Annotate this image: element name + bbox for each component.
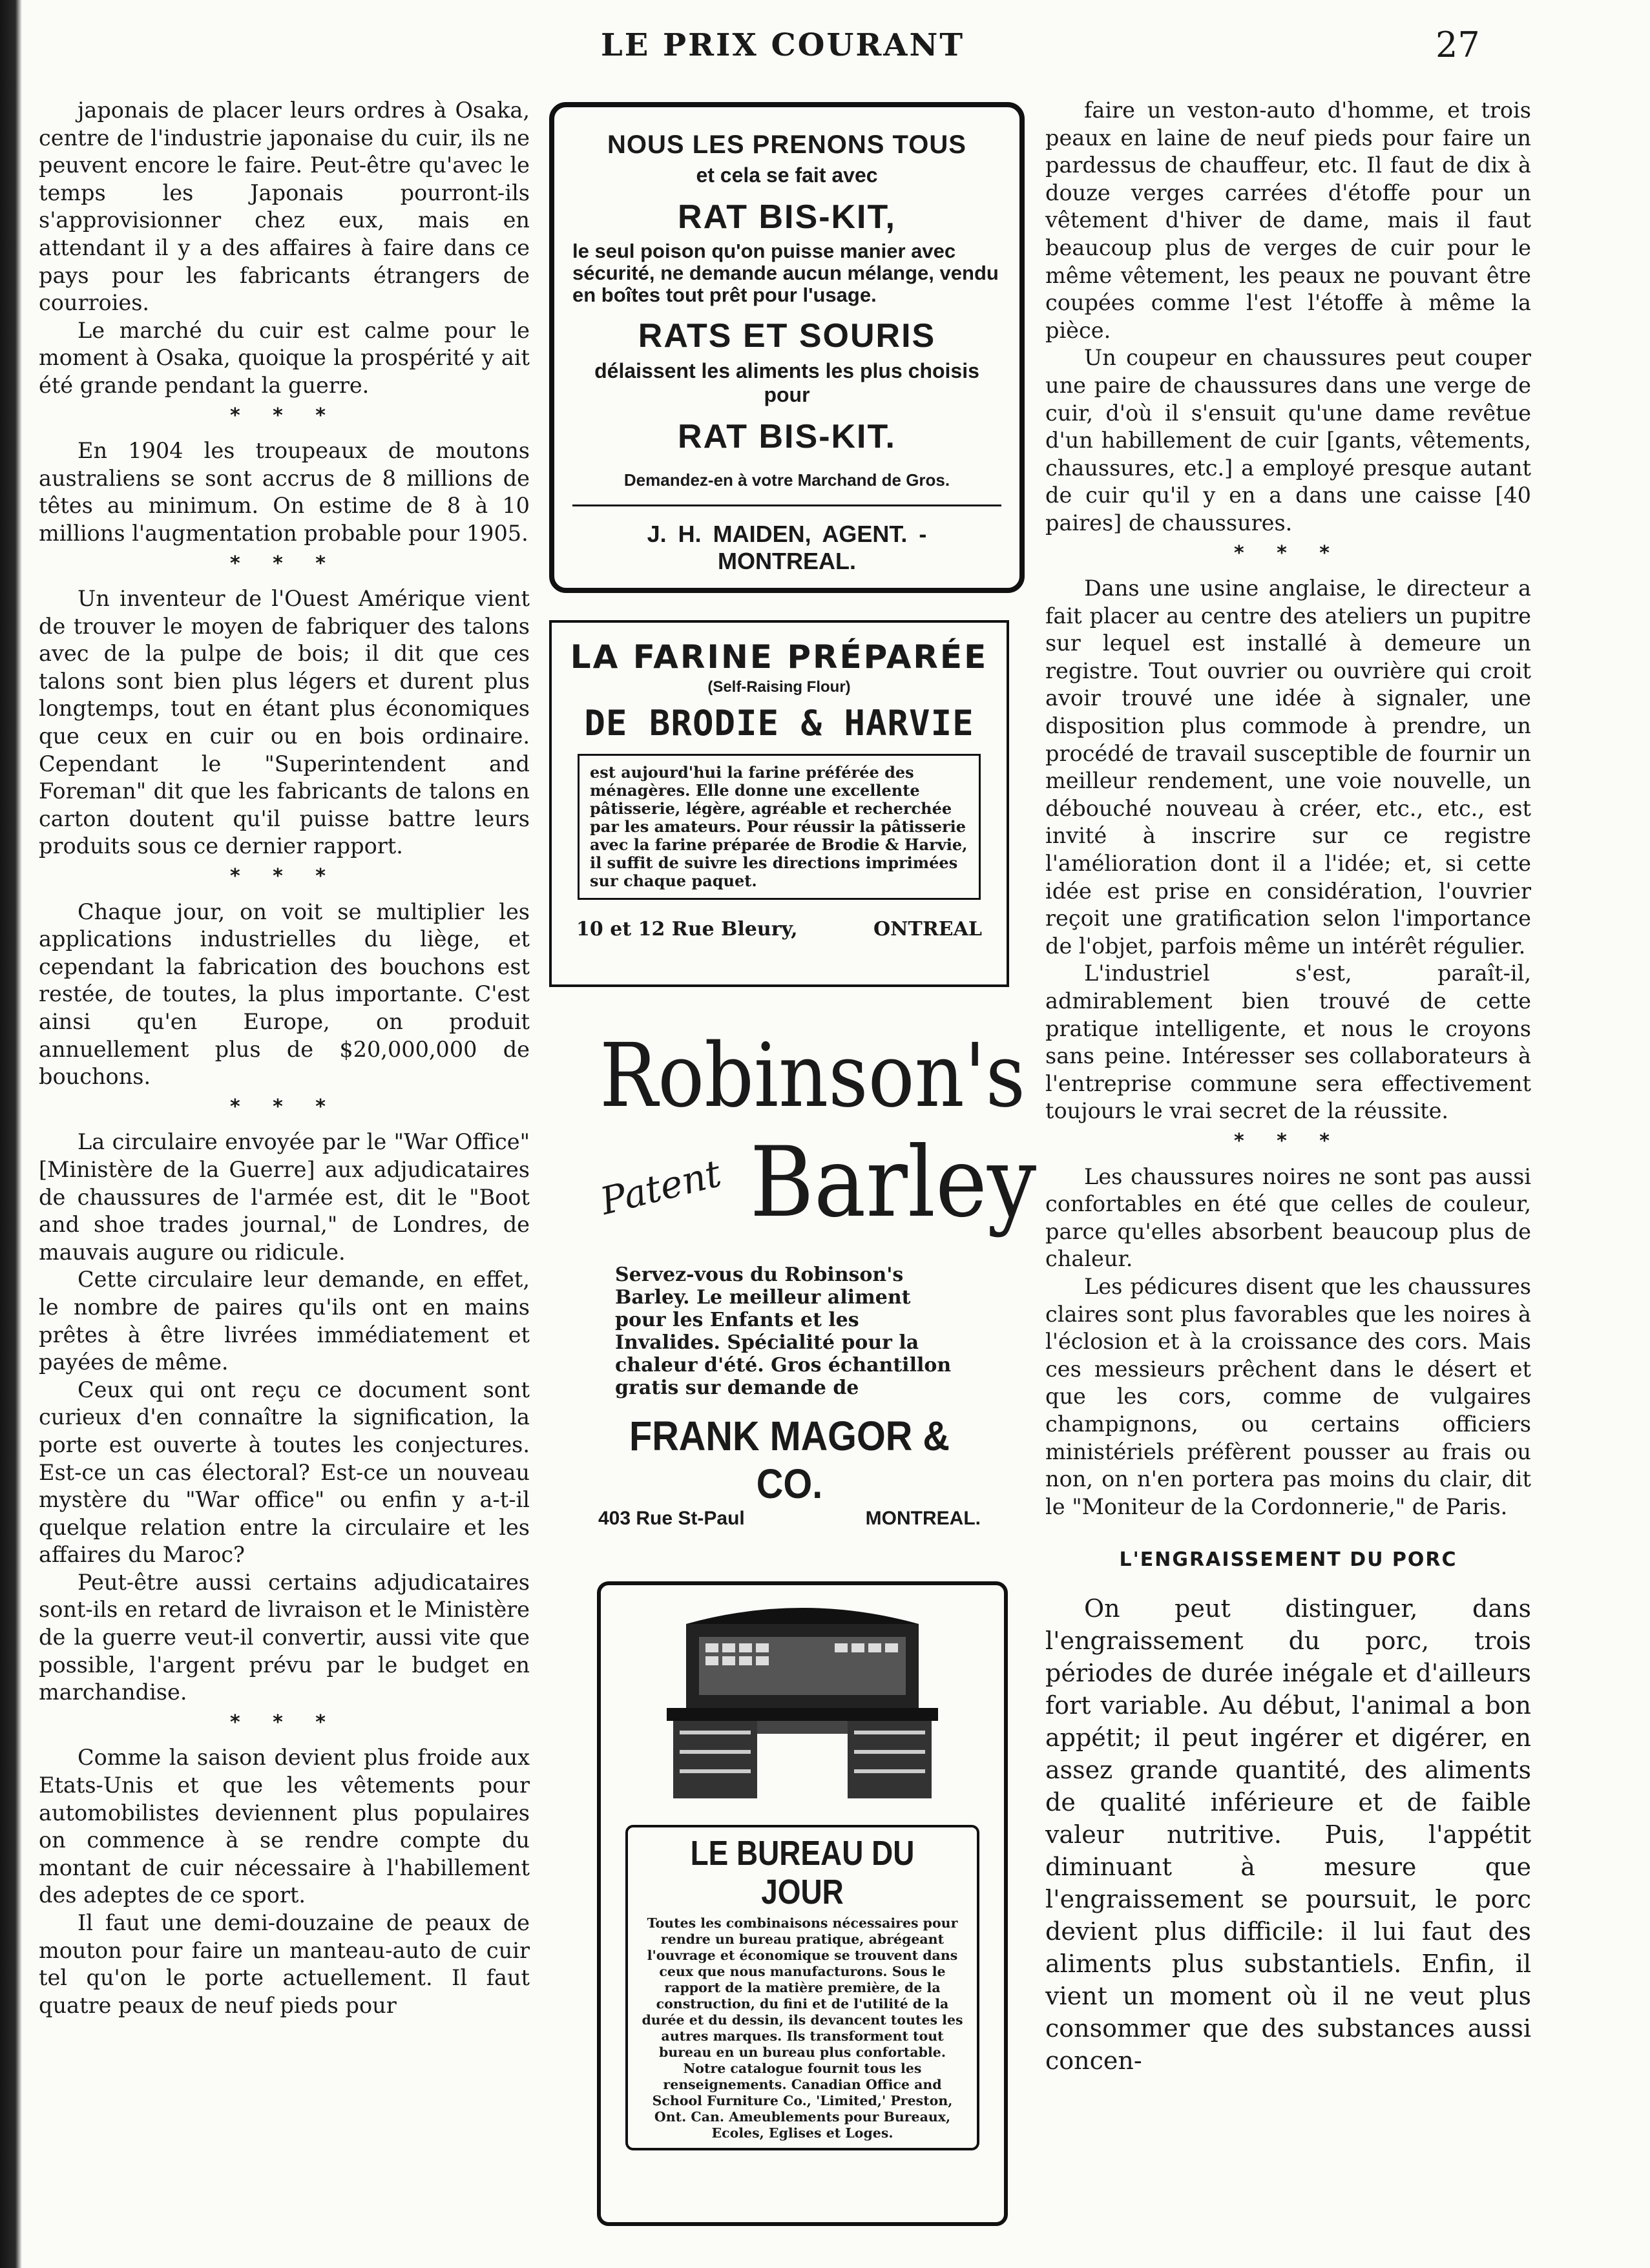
paragraph: Chaque jour, on voit se multiplier les applications industrielles du liège, et cependant la fabrication des bouchons est restée, de toutes, la plus importante. C'est ainsi qu'en Europe, on produit annuellement plus de $20,000,000 de bouchons. [39, 899, 530, 1090]
ad-city: MONTREAL. [865, 1508, 981, 1529]
paragraph: En 1904 les troupeaux de moutons australiens se sont accrus de 8 millions de têtes au minimum. On estime de 8 à 10 millions l'augmentation probable pour 1905. [39, 438, 530, 546]
ad-product-name: RAT BIS-KIT, [678, 198, 896, 236]
ad-product-name: Barley [749, 1127, 1037, 1239]
paragraph: Les chaussures noires ne sont pas aussi confortables en été que celles de couleur, parce qu'elles absorbent beaucoup plus de chaleur. [1045, 1163, 1531, 1272]
paragraph: Le marché du cuir est calme pour le moment à Osaka, quoique la prospérité y ait été grande pendant la guerre. [39, 317, 530, 398]
page-number: 27 [1436, 25, 1480, 65]
separator-stars: * * * [230, 1711, 339, 1734]
ad-city: ONTREAL [873, 918, 982, 941]
ad-headline: NOUS LES PRENONS TOUS [607, 130, 966, 159]
ad-body: le seul poison qu'on puisse manier avec sécurité, ne demande aucun mélange, vendu en boîtes tout prêt pour l'usage. [572, 240, 999, 306]
ad-patent-label: Patent [596, 1151, 726, 1223]
paragraph: Un inventeur de l'Ouest Amérique vient de trouver le moyen de fabriquer des talons avec de la pulpe de bois; il dit que ces talons sont bien plus légers et durent plus longtemps, tout en étant plus économiques que ceux en cuir ou en bois ordinaire. Cependant le "Superintendent and Foreman" dit que les fabricants de talons en carton doutent qu'il puisse battre leurs produits sous ce dernier rapport. [39, 586, 530, 859]
ad-title: LE BUREAU DU JOUR [690, 1834, 915, 1911]
paragraph: Peut-être aussi certains adjudicataires sont-ils en retard de livraison et le Ministère de la guerre veut-il convertir, aussi vite que possible, l'argent prévu par le budget en marchandise. [39, 1569, 530, 1705]
separator-stars: * * * [230, 552, 339, 575]
ad-address: 10 et 12 Rue Bleury, [576, 918, 798, 941]
ad-body: Servez-vous du Robinson's Barley. Le meilleur aliment pour les Enfants et les Invalides. Spécialité pour la chaleur d'été. Gros échantillon gratis sur demande de [615, 1264, 952, 1399]
ad-product-row [574, 1127, 1037, 1257]
separator-stars: * * * [1234, 541, 1342, 565]
separator-stars: * * * [230, 1095, 339, 1118]
paragraph: Les pédicures disent que les chaussures claires sont plus favorables que les noires à l'éclosion et à la croissance des cors. Mais ces messieurs prêchent dans le désert et que les cors, comme de vulgaires champignons, ou certains officiers ministériels préfèrent pousser au frais ou non, on n'en portera pas moins du clair, dit le "Moniteur de la Cordonnerie," de Paris. [1045, 1273, 1531, 1519]
paragraph: faire un veston-auto d'homme, et trois peaux en laine de neuf pieds pour faire un pardessus de chauffeur, etc. Il faut de dix à douze verges carrées d'étoffe pour un vêtement d'hiver de dame, mais il faut beaucoup plus de verges de cuir pour le même vêtement, les peaux ne pouvant être coupées comme l'est l'étoffe à même la pièce. [1045, 98, 1531, 343]
ad-subtitle: (Self-Raising Flour) [707, 678, 851, 696]
separator-stars: * * * [230, 404, 339, 427]
ad-firm: FRANK MAGOR & CO. [629, 1413, 950, 1507]
ad-subline: et cela se fait avec [696, 163, 878, 187]
paragraph: L'industriel s'est, paraît-il, admirablement bien trouvé de cette pratique intelligente, et nous le croyons sans peine. Intéresser ses collaborateurs à l'entreprise commune sera effectivement toujours le vrai secret de la réussite. [1045, 961, 1531, 1124]
paragraph: Ceux qui ont reçu ce document sont curieux d'en connaître la signification, la porte est ouverte à toutes les conjectures. Est-ce un cas électoral? Est-ce un nouveau mystère du "War office" ou enfin y a-t-il quelque relation entre la circulaire et les affaires du Maroc? [39, 1377, 530, 1568]
paragraph: Dans une usine anglaise, le directeur a fait placer au centre des ateliers un pupitre sur lequel est installé à demeure un registre. Tout ouvrier ou ouvrière qui croit avoir trouvé une idée à signaler, une disposition plus commode à prendre, un procédé de travail susceptible de fournir un meilleur rendement, une voie nouvelle, un débouché nouveau à créer, etc., etc., est invité à inscrire sur ce registre l'amélioration dont il a l'idée; et, si cette idée est prise en considération, l'ouvrier reçoit une gratification selon l'importance de l'objet, parfois même un intérêt régulier. [1045, 576, 1531, 959]
ad-divider [572, 505, 1001, 506]
right-column [1045, 97, 1531, 2077]
ad-agent: J. H. MAIDEN, AGENT. - MONTREAL. [647, 521, 927, 574]
ad-title: LA FARINE PRÉPARÉE [570, 638, 988, 676]
ad-call-to-action: Demandez-en à votre Marchand de Gros. [623, 470, 950, 490]
ad-address-row [574, 1508, 1005, 1530]
ad-body: est aujourd'hui la farine préférée des ménagères. Elle donne une excellente pâtisserie, légère, agréable et recherchée par les amateurs. Pour réussir la pâtisserie avec la farine préparée de Brodie & Harvie, il suffit de suivre les directions imprimées sur chaque paquet. [578, 754, 981, 900]
separator-stars: * * * [1234, 1129, 1342, 1152]
ad-body: Toutes les combinaisons nécessaires pour rendre un bureau pratique, abrégeant l'ouvrage et économique se trouvent dans ceux que nous manufacturons. Sous le rapport de la matière première, de la construction, du fini et de l'utilité de la durée et du dessin, ils devancent toutes les autres marques. Ils transforment tout bureau en un bureau plus confortable. Notre catalogue fournit tous les renseignements. Canadian Office and School Furniture Co., 'Limited,' Preston, Ont. Can. Ameublements pour Bureaux, Ecoles, Eglises et Loges. [642, 1915, 963, 2141]
ad-headline-2: RATS ET SOURIS [638, 317, 936, 355]
separator-stars: * * * [230, 865, 339, 888]
ad-brand: Robinson's [600, 1025, 1026, 1127]
rolltop-desk-illustration [641, 1598, 964, 1805]
journal-title: LE PRIX COURANT [601, 27, 965, 63]
ad-address-row [565, 910, 994, 941]
ad-inner-box [625, 1825, 979, 2150]
page-header [0, 25, 1650, 76]
scan-edge [0, 0, 22, 2268]
ad-robinsons-barley [574, 1021, 1037, 1549]
ad-farine-preparee [549, 620, 1009, 987]
paragraph: Comme la saison devient plus froide aux Etats-Unis et que les vêtements pour automobilistes deviennent plus populaires on commence à se rendre compte du montant de cuir nécessaire à l'habillement des adeptes de ce sport. [39, 1745, 530, 1908]
ad-product-name-2: RAT BIS-KIT. [678, 418, 896, 455]
left-column [39, 97, 530, 2019]
ad-brand: DE BRODIE & HARVIE [584, 703, 974, 744]
paragraph: Cette circulaire leur demande, en effet, le nombre de paires qu'ils ont en mains prêtes à être livrées immédiatement et payées de même. [39, 1267, 530, 1375]
ad-rat-biskit [549, 102, 1025, 593]
ad-subline-2: délaissent les aliments les plus choisis pour [594, 359, 979, 406]
paragraph: Un coupeur en chaussures peut couper une paire de chaussures dans une verge de cuir, d'où il s'ensuit qu'une dame revêtue d'un habillement de cuir [gants, vêtements, chaussures, etc.] a employé presque autant de cuir qu'il y en a dans une caisse [40 paires] de chaussures. [1045, 345, 1531, 536]
ad-bureau-du-jour [597, 1581, 1008, 2226]
paragraph: japonais de placer leurs ordres à Osaka, centre de l'industrie japonaise du cuir, ils ne peuvent encore le faire. Peut-être qu'avec le temps les Japonais pourront-ils s'approvisionner chez eux, mais en attendant il y a des affaires à faire dans ce pays pour les fabricants étrangers de courroies. [39, 98, 530, 316]
paragraph: Il faut une demi-douzaine de peaux de mouton pour faire un manteau-auto de cuir tel qu'on le porte actuellement. Il faut quatre peaux de neuf pieds pour [39, 1910, 530, 2018]
section-heading: L'ENGRAISSEMENT DU PORC [1119, 1548, 1457, 1572]
ad-address: 403 Rue St-Paul [598, 1508, 745, 1529]
paragraph: La circulaire envoyée par le "War Office" [Ministère de la Guerre] aux adjudicataires de chaussures de l'armée est, dit le "Boot and shoe trades journal," de Londres, de mauvais augure ou ridicule. [39, 1129, 530, 1265]
paragraph: On peut distinguer, dans l'engraissement du porc, trois périodes de durée inégale et d'ailleurs fort variable. Au début, l'animal a bon appétit; il peut ingérer et digérer, en assez grande quantité, des aliments de qualité inférieure et de faible valeur nutritive. Puis, l'appétit diminuant à mesure que l'engraissement se poursuit, le porc devient plus difficile: il lui faut des aliments plus substantiels. Enfin, il vient un moment où il ne veut plus consommer que des substances aussi concen- [1045, 1594, 1531, 2075]
